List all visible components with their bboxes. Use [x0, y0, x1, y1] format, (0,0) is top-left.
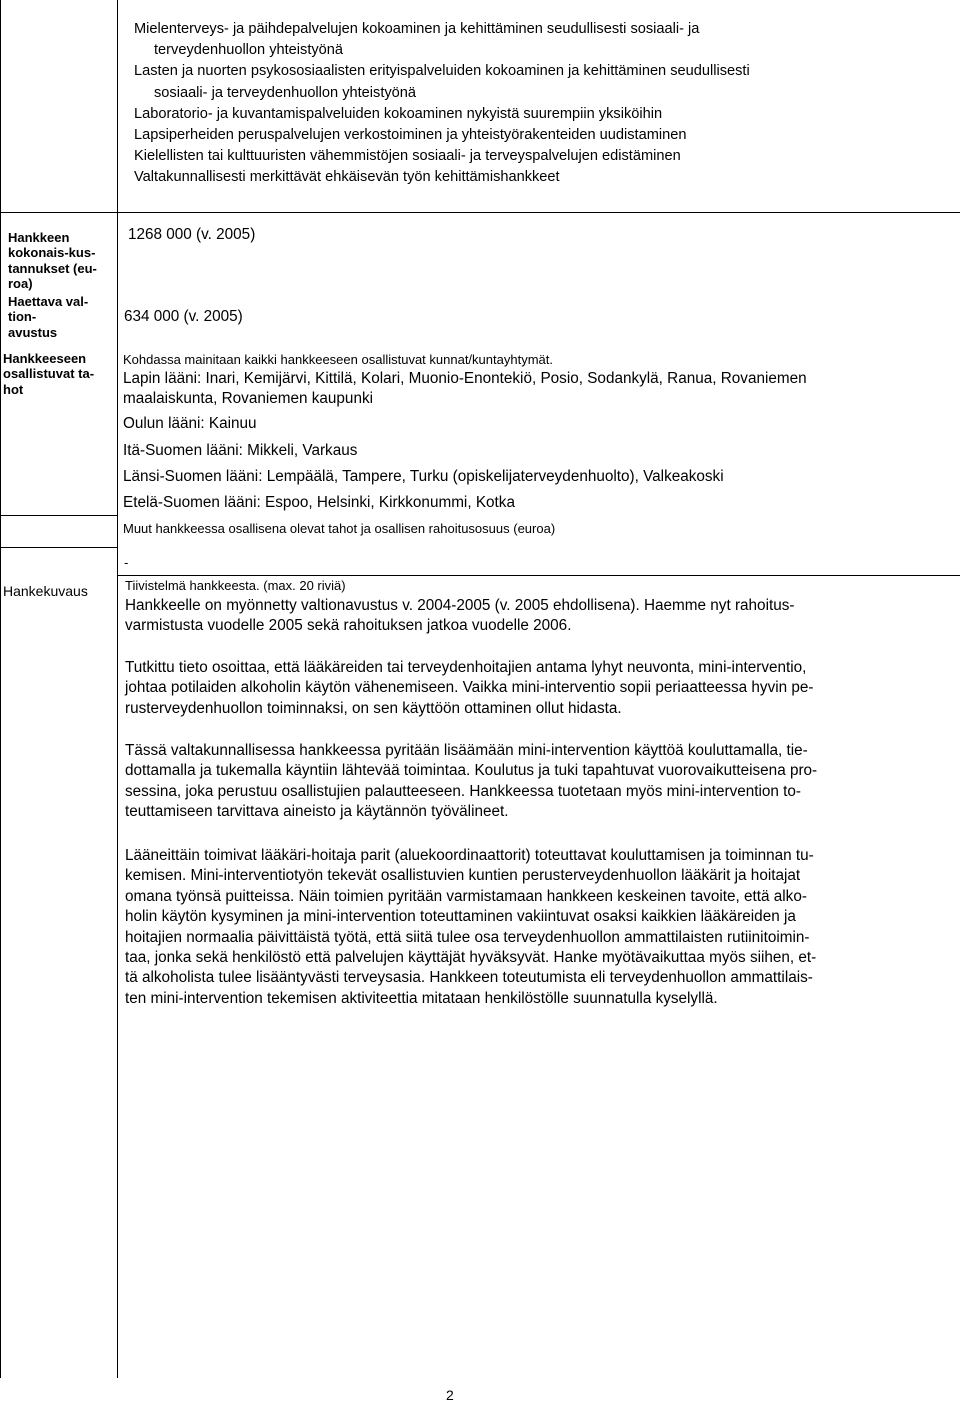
table-row-divider — [0, 515, 117, 516]
category-item: terveydenhuollon yhteistyönä — [154, 42, 344, 59]
description-paragraph: Tutkittu tieto osoittaa, että lääkäreiden tai terveydenhoitajien antama lyhyt neuvonta, mini-interventio, johtaa potilaiden alkoholin käytön vähenemiseen. Vaikka mini-interventio sopii periaatteessa hyvin pe- rusterveydenhuollon toiminnaksi, on sen käyttöön ottaminen ollut hidasta. — [125, 659, 814, 717]
state-aid-label: Haettava val- tion- avustus — [8, 294, 89, 340]
table-left-border — [0, 0, 1, 1378]
table-column-divider — [117, 0, 118, 1378]
category-item: sosiaali- ja terveydenhuollon yhteistyönä — [154, 84, 417, 101]
participants-oulun: Oulun lääni: Kainuu — [123, 415, 257, 432]
category-item: Kielellisten tai kulttuuristen vähemmistöjen sosiaali- ja terveyspalvelujen edistäminen — [134, 148, 681, 165]
description-label: Hankekuvaus — [3, 583, 88, 599]
description-paragraph: Lääneittäin toimivat lääkäri-hoitaja parit (aluekoordinaattorit) toteuttavat kouluttamisen ja toiminnan tu- kemisen. Mini-interventiotyön tekevät osallistuvien kuntien perusterveydenhuollon lääkärit ja hoitajat omana työnsä puitteissa. Näin toimien pyritään varmistamaan hankkeen keskeinen tavoite, että alko- holin käytön kysyminen ja mini-intervention toteuttaminen vakiintuvat osaksi kaikkien lääkäreiden ja hoitajien normaalia päivittäistä työtä, että siitä tulee osa terveydenhuollon ammattilaisten rutiinitoimin- taa, jonka sekä henkilöstö että palvelujen käyttäjät hyväksyvät. Hanke myötävaikuttaa myös siihen, et- tä alkoholista tulee lisääntyvästi terveysasia. Hankkeen toteutumista eli terveydenhuollon ammattilais- ten mini-intervention tekemisen aktiviteettia mitataan henkilöstölle suunnatulla kyselyllä. — [125, 847, 817, 1007]
participants-note: Kohdassa mainitaan kaikki hankkeeseen osallistuvat kunnat/kuntayhtymät. — [123, 352, 553, 367]
table-row-divider — [0, 212, 960, 213]
other-participants-value: - — [124, 555, 129, 570]
category-item: Lasten ja nuorten psykososiaalisten erityispalveluiden kokoaminen ja kehittäminen seudullisesti — [134, 63, 750, 80]
table-row-divider — [117, 575, 960, 576]
participants-lapin: Lapin lääni: Inari, Kemijärvi, Kittilä, Kolari, Muonio-Enontekiö, Posio, Sodankylä, Ranua, Rovaniemen maalaiskunta, Rovaniemen kaupunki — [123, 370, 807, 407]
category-item: Lapsiperheiden peruspalvelujen verkostoiminen ja yhteistyörakenteiden uudistaminen — [134, 127, 687, 144]
table-row-divider — [0, 547, 117, 548]
category-item: Laboratorio- ja kuvantamispalveluiden kokoaminen nykyistä suurempiin yksiköihin — [134, 105, 663, 122]
page-number: 2 — [446, 1387, 454, 1403]
project-category-list — [134, 19, 944, 189]
description-intro: Hankkeelle on myönnetty valtionavustus v. 2004-2005 (v. 2005 ehdollisena). Haemme nyt rahoitus- varmistusta vuodelle 2005 sekä rahoituksen jatkoa vuodelle 2006. — [125, 597, 795, 635]
participants-lansi: Länsi-Suomen lääni: Lempäälä, Tampere, Turku (opiskelijaterveydenhuolto), Valkeakoski — [123, 468, 724, 485]
state-aid-value: 634 000 (v. 2005) — [124, 308, 243, 325]
total-cost-value: 1268 000 (v. 2005) — [128, 226, 256, 243]
participants-label: Hankkeeseen osallistuvat ta- hot — [3, 351, 95, 397]
other-participants-note: Muut hankkeessa osallisena olevat tahot ja osallisen rahoitusosuus (euroa) — [123, 521, 556, 536]
category-item: Mielenterveys- ja päihdepalvelujen kokoaminen ja kehittäminen seudullisesti sosiaali- ja — [134, 21, 700, 37]
summary-note: Tiivistelmä hankkeesta. (max. 20 riviä) — [125, 578, 346, 593]
participants-ita: Itä-Suomen lääni: Mikkeli, Varkaus — [123, 442, 358, 459]
description-paragraph: Tässä valtakunnallisessa hankkeessa pyritään lisäämään mini-intervention käyttöä kouluttamalla, tie- dottamalla ja tukemalla käyntiin lähtevää toimintaa. Koulutus ja tuki tapahtuvat vuorovaikutteisena pro- sessina, joka perustuu osallistujien palautteeseen. Hankkeessa tuotetaan myös mini-intervention to- teuttamiseen tarvittava aineisto ja käytännön työvälineet. — [125, 742, 818, 821]
participants-etela: Etelä-Suomen lääni: Espoo, Helsinki, Kirkkonummi, Kotka — [123, 494, 515, 511]
total-cost-label: Hankkeen kokonais-kus- tannukset (eu- roa) — [8, 230, 97, 292]
category-item: Valtakunnallisesti merkittävät ehkäisevän työn kehittämishankkeet — [134, 169, 560, 186]
